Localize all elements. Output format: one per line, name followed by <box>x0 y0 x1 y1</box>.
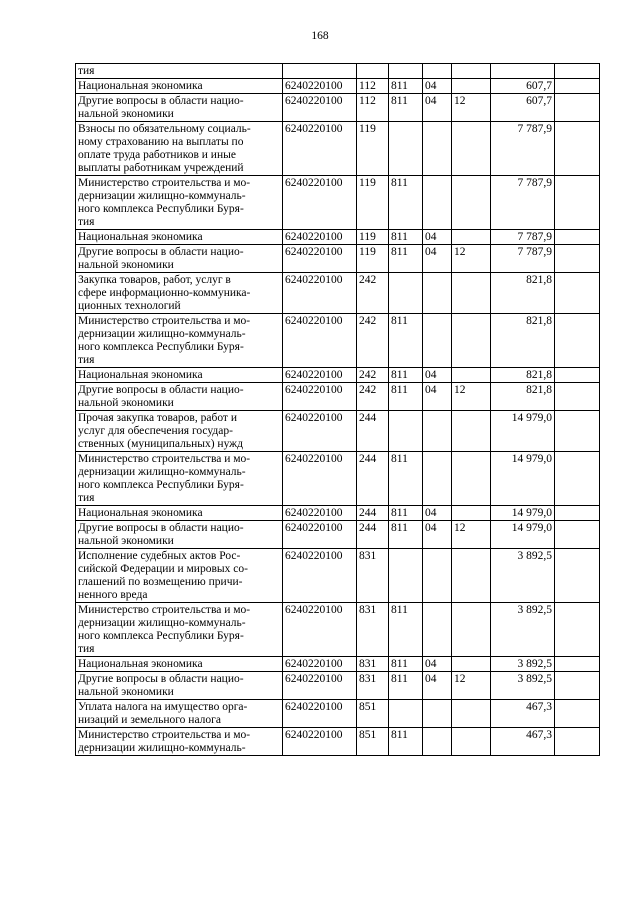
row-name-cell: Национальная экономика <box>76 368 283 383</box>
row-sum-cell: 3 892,5 <box>491 657 555 672</box>
row-empty-cell <box>555 230 600 245</box>
row-empty-cell <box>555 700 600 728</box>
row-sum-cell: 7 787,9 <box>491 176 555 230</box>
row-subsection-cell <box>452 603 491 657</box>
table-row <box>76 506 600 521</box>
table-row <box>76 245 600 273</box>
row-expense-type-cell: 242 <box>357 383 389 411</box>
row-target-article-cell: 6240220100 <box>283 176 357 230</box>
row-section-cell <box>423 122 452 176</box>
row-subsection-cell: 12 <box>452 672 491 700</box>
row-expense-type-cell: 112 <box>357 94 389 122</box>
row-subsection-cell <box>452 506 491 521</box>
row-target-article-cell: 6240220100 <box>283 273 357 314</box>
row-expense-type-cell: 112 <box>357 79 389 94</box>
row-section-cell: 04 <box>423 506 452 521</box>
row-ministry-code-cell: 811 <box>389 368 423 383</box>
row-ministry-code-cell <box>389 64 423 79</box>
row-target-article-cell: 6240220100 <box>283 94 357 122</box>
row-target-article-cell: 6240220100 <box>283 549 357 603</box>
row-section-cell <box>423 700 452 728</box>
row-subsection-cell <box>452 411 491 452</box>
row-ministry-code-cell: 811 <box>389 672 423 700</box>
row-subsection-cell <box>452 79 491 94</box>
row-empty-cell <box>555 122 600 176</box>
row-section-cell: 04 <box>423 79 452 94</box>
row-target-article-cell: 6240220100 <box>283 314 357 368</box>
row-sum-cell: 467,3 <box>491 728 555 756</box>
row-name-cell: Министерство строительства и мо- дернизации жилищно-коммуналь- ного комплекса Республики Буря- тия <box>76 314 283 368</box>
row-expense-type-cell: 831 <box>357 657 389 672</box>
row-section-cell: 04 <box>423 245 452 273</box>
row-expense-type-cell <box>357 64 389 79</box>
table-row <box>76 700 600 728</box>
row-target-article-cell: 6240220100 <box>283 79 357 94</box>
row-ministry-code-cell: 811 <box>389 728 423 756</box>
table-row <box>76 521 600 549</box>
row-ministry-code-cell: 811 <box>389 230 423 245</box>
row-name-cell: Другие вопросы в области нацио- нальной экономики <box>76 94 283 122</box>
table-row <box>76 672 600 700</box>
row-expense-type-cell: 831 <box>357 549 389 603</box>
row-sum-cell: 14 979,0 <box>491 452 555 506</box>
row-name-cell: тия <box>76 64 283 79</box>
row-sum-cell: 7 787,9 <box>491 122 555 176</box>
row-ministry-code-cell: 811 <box>389 452 423 506</box>
row-name-cell: Другие вопросы в области нацио- нальной экономики <box>76 383 283 411</box>
row-ministry-code-cell <box>389 549 423 603</box>
table-row <box>76 411 600 452</box>
budget-table <box>75 63 600 756</box>
row-expense-type-cell: 831 <box>357 603 389 657</box>
row-empty-cell <box>555 657 600 672</box>
row-subsection-cell <box>452 549 491 603</box>
row-name-cell: Министерство строительства и мо- дернизации жилищно-коммуналь- ного комплекса Республики Буря- тия <box>76 452 283 506</box>
row-target-article-cell: 6240220100 <box>283 452 357 506</box>
table-row <box>76 368 600 383</box>
row-section-cell <box>423 411 452 452</box>
row-name-cell: Другие вопросы в области нацио- нальной экономики <box>76 672 283 700</box>
row-empty-cell <box>555 728 600 756</box>
row-name-cell: Национальная экономика <box>76 657 283 672</box>
row-name-cell: Министерство строительства и мо- дернизации жилищно-коммуналь- ного комплекса Республики Буря- тия <box>76 176 283 230</box>
table-row <box>76 230 600 245</box>
row-section-cell <box>423 549 452 603</box>
table-row <box>76 176 600 230</box>
table-row <box>76 122 600 176</box>
row-subsection-cell <box>452 452 491 506</box>
row-section-cell <box>423 452 452 506</box>
row-ministry-code-cell: 811 <box>389 657 423 672</box>
row-sum-cell: 3 892,5 <box>491 603 555 657</box>
row-name-cell: Национальная экономика <box>76 506 283 521</box>
row-target-article-cell: 6240220100 <box>283 700 357 728</box>
row-sum-cell: 821,8 <box>491 368 555 383</box>
row-section-cell: 04 <box>423 94 452 122</box>
row-ministry-code-cell: 811 <box>389 314 423 368</box>
row-ministry-code-cell <box>389 273 423 314</box>
row-empty-cell <box>555 411 600 452</box>
row-section-cell: 04 <box>423 657 452 672</box>
row-target-article-cell: 6240220100 <box>283 728 357 756</box>
row-sum-cell: 821,8 <box>491 314 555 368</box>
row-sum-cell <box>491 64 555 79</box>
row-empty-cell <box>555 383 600 411</box>
row-empty-cell <box>555 549 600 603</box>
row-target-article-cell: 6240220100 <box>283 368 357 383</box>
row-sum-cell: 7 787,9 <box>491 230 555 245</box>
row-subsection-cell <box>452 700 491 728</box>
row-name-cell: Закупка товаров, работ, услуг в сфере информационно-коммуника- ционных технологий <box>76 273 283 314</box>
row-target-article-cell: 6240220100 <box>283 230 357 245</box>
row-empty-cell <box>555 245 600 273</box>
row-subsection-cell <box>452 122 491 176</box>
table-row <box>76 64 600 79</box>
row-ministry-code-cell: 811 <box>389 79 423 94</box>
row-expense-type-cell: 851 <box>357 700 389 728</box>
row-empty-cell <box>555 176 600 230</box>
row-section-cell <box>423 64 452 79</box>
table-row <box>76 657 600 672</box>
row-sum-cell: 821,8 <box>491 273 555 314</box>
row-target-article-cell: 6240220100 <box>283 245 357 273</box>
row-expense-type-cell: 242 <box>357 368 389 383</box>
row-ministry-code-cell: 811 <box>389 176 423 230</box>
row-ministry-code-cell <box>389 700 423 728</box>
table-row <box>76 273 600 314</box>
row-empty-cell <box>555 368 600 383</box>
row-sum-cell: 607,7 <box>491 79 555 94</box>
row-target-article-cell: 6240220100 <box>283 657 357 672</box>
row-section-cell: 04 <box>423 368 452 383</box>
table-row <box>76 94 600 122</box>
row-section-cell <box>423 314 452 368</box>
row-subsection-cell: 12 <box>452 245 491 273</box>
row-target-article-cell <box>283 64 357 79</box>
row-expense-type-cell: 244 <box>357 452 389 506</box>
row-section-cell: 04 <box>423 230 452 245</box>
row-expense-type-cell: 851 <box>357 728 389 756</box>
row-empty-cell <box>555 506 600 521</box>
row-target-article-cell: 6240220100 <box>283 411 357 452</box>
row-expense-type-cell: 244 <box>357 506 389 521</box>
row-sum-cell: 467,3 <box>491 700 555 728</box>
row-empty-cell <box>555 94 600 122</box>
row-ministry-code-cell: 811 <box>389 603 423 657</box>
row-target-article-cell: 6240220100 <box>283 383 357 411</box>
row-name-cell: Национальная экономика <box>76 230 283 245</box>
row-ministry-code-cell: 811 <box>389 506 423 521</box>
row-name-cell: Другие вопросы в области нацио- нальной экономики <box>76 245 283 273</box>
row-subsection-cell <box>452 64 491 79</box>
row-section-cell: 04 <box>423 521 452 549</box>
row-subsection-cell <box>452 230 491 245</box>
table-row <box>76 549 600 603</box>
table-row <box>76 728 600 756</box>
row-name-cell: Министерство строительства и мо- дернизации жилищно-коммуналь- ного комплекса Республики Буря- тия <box>76 603 283 657</box>
row-name-cell: Взносы по обязательному социаль- ному страхованию на выплаты по оплате труда работников и иные выплаты работникам учреждений <box>76 122 283 176</box>
row-expense-type-cell: 119 <box>357 176 389 230</box>
row-subsection-cell <box>452 273 491 314</box>
row-expense-type-cell: 242 <box>357 273 389 314</box>
table-row <box>76 314 600 368</box>
row-sum-cell: 607,7 <box>491 94 555 122</box>
row-section-cell <box>423 273 452 314</box>
row-expense-type-cell: 119 <box>357 122 389 176</box>
row-expense-type-cell: 244 <box>357 521 389 549</box>
row-section-cell <box>423 728 452 756</box>
row-empty-cell <box>555 79 600 94</box>
row-expense-type-cell: 119 <box>357 230 389 245</box>
row-ministry-code-cell <box>389 411 423 452</box>
row-ministry-code-cell: 811 <box>389 94 423 122</box>
row-sum-cell: 14 979,0 <box>491 506 555 521</box>
budget-table-body <box>76 64 600 756</box>
row-name-cell: Другие вопросы в области нацио- нальной экономики <box>76 521 283 549</box>
row-sum-cell: 14 979,0 <box>491 521 555 549</box>
row-empty-cell <box>555 452 600 506</box>
row-subsection-cell <box>452 657 491 672</box>
row-ministry-code-cell: 811 <box>389 521 423 549</box>
table-row <box>76 383 600 411</box>
row-section-cell: 04 <box>423 383 452 411</box>
row-section-cell <box>423 603 452 657</box>
row-target-article-cell: 6240220100 <box>283 603 357 657</box>
row-sum-cell: 7 787,9 <box>491 245 555 273</box>
row-sum-cell: 3 892,5 <box>491 672 555 700</box>
row-target-article-cell: 6240220100 <box>283 506 357 521</box>
row-target-article-cell: 6240220100 <box>283 672 357 700</box>
row-empty-cell <box>555 64 600 79</box>
row-target-article-cell: 6240220100 <box>283 122 357 176</box>
row-subsection-cell: 12 <box>452 383 491 411</box>
row-section-cell <box>423 176 452 230</box>
row-name-cell: Прочая закупка товаров, работ и услуг для обеспечения государ- ственных (муниципальных) нужд <box>76 411 283 452</box>
row-subsection-cell <box>452 368 491 383</box>
row-empty-cell <box>555 314 600 368</box>
row-empty-cell <box>555 521 600 549</box>
row-empty-cell <box>555 273 600 314</box>
row-subsection-cell <box>452 314 491 368</box>
row-target-article-cell: 6240220100 <box>283 521 357 549</box>
row-sum-cell: 14 979,0 <box>491 411 555 452</box>
row-name-cell: Уплата налога на имущество орга- низаций и земельного налога <box>76 700 283 728</box>
table-row <box>76 603 600 657</box>
row-empty-cell <box>555 672 600 700</box>
row-ministry-code-cell <box>389 122 423 176</box>
row-sum-cell: 821,8 <box>491 383 555 411</box>
row-ministry-code-cell: 811 <box>389 245 423 273</box>
row-expense-type-cell: 119 <box>357 245 389 273</box>
row-section-cell: 04 <box>423 672 452 700</box>
row-ministry-code-cell: 811 <box>389 383 423 411</box>
row-subsection-cell <box>452 728 491 756</box>
row-subsection-cell: 12 <box>452 521 491 549</box>
row-subsection-cell <box>452 176 491 230</box>
table-row <box>76 452 600 506</box>
table-row <box>76 79 600 94</box>
row-expense-type-cell: 242 <box>357 314 389 368</box>
row-name-cell: Исполнение судебных актов Рос- сийской Федерации и мировых со- глашений по возмещению причи- ненного вреда <box>76 549 283 603</box>
row-expense-type-cell: 244 <box>357 411 389 452</box>
row-subsection-cell: 12 <box>452 94 491 122</box>
row-sum-cell: 3 892,5 <box>491 549 555 603</box>
page-number: 168 <box>311 30 329 42</box>
row-name-cell: Министерство строительства и мо- дернизации жилищно-коммуналь- <box>76 728 283 756</box>
row-expense-type-cell: 831 <box>357 672 389 700</box>
row-empty-cell <box>555 603 600 657</box>
row-name-cell: Национальная экономика <box>76 79 283 94</box>
